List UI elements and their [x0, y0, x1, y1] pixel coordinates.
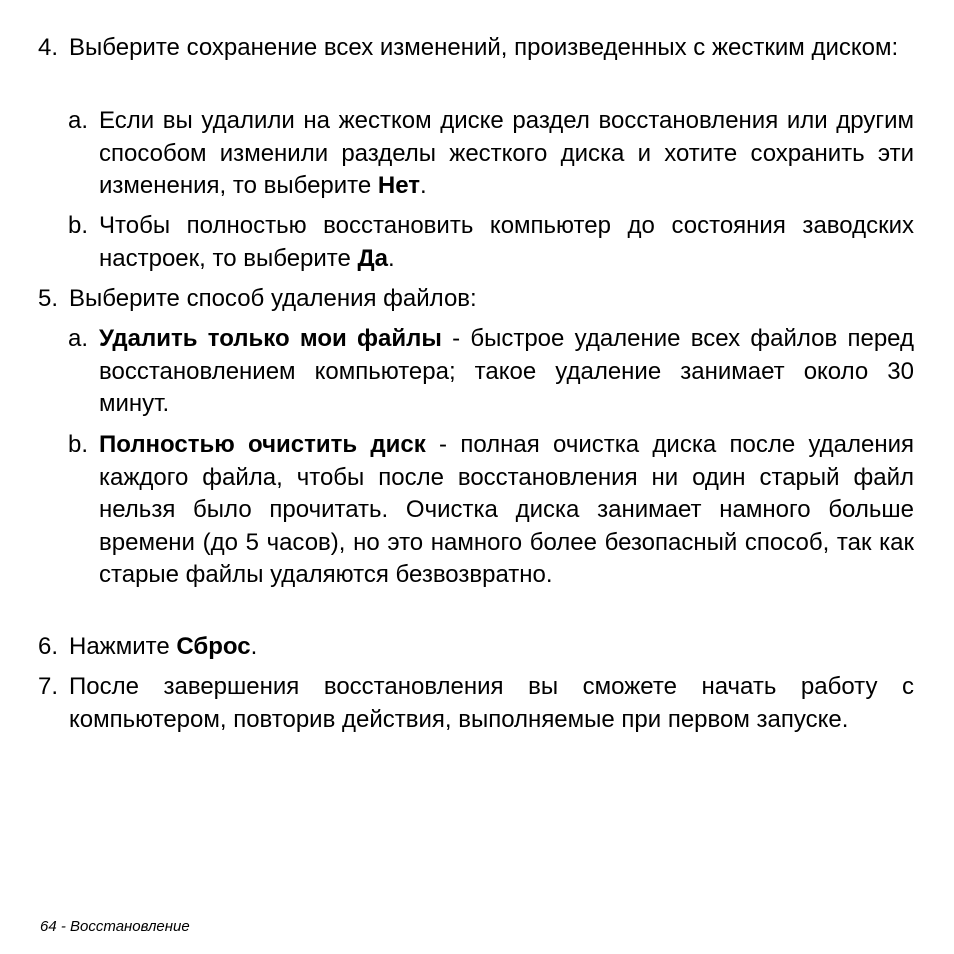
option-yes: Да — [357, 244, 388, 272]
step-5a — [68, 323, 914, 421]
step-text: После завершения восстановления вы сможете начать работу с компьютером, повторив действия, выполняемые при первом запуске. — [69, 673, 914, 733]
substep-text: Удалить только мои файлы - быстрое удаление всех файлов перед восстановлением компьютера; такое удаление занимает около 30 минут. — [99, 325, 914, 417]
step-text: Выберите способ удаления файлов: — [69, 285, 477, 312]
step-7 — [38, 671, 914, 736]
step-5b — [68, 429, 914, 592]
step-4b — [68, 210, 914, 275]
step-5 — [38, 283, 914, 316]
option-clean-drive: Полностью очистить диск — [99, 431, 426, 458]
step-number: 7. — [38, 673, 59, 700]
step-text: Нажмите Сброс. — [69, 633, 258, 660]
step-4a — [68, 105, 914, 203]
substep-letter: b. — [68, 431, 89, 458]
substep-letter: a. — [68, 325, 89, 352]
substep-letter: a. — [68, 107, 89, 134]
substep-text: Полностью очистить диск - полная очистка диска после удаления каждого файла, чтобы после восстановления ни один старый файл нельзя было прочитать. Очистка диска занимает намного больше времени (до 5 часов), но это намного более безопасный способ, так как старые файлы удаляются безвозвратно. — [99, 431, 915, 588]
step-number: 4. — [38, 34, 59, 61]
substep-text: Чтобы полностью восстановить компьютер до состояния заводских настроек, то выберите Да. — [99, 212, 914, 272]
step-text: Выберите сохранение всех изменений, произведенных с жестким диском: — [69, 34, 899, 61]
step-6 — [38, 631, 914, 664]
step-4 — [38, 32, 914, 65]
step-number: 5. — [38, 285, 59, 312]
option-remove-files: Удалить только мои файлы — [99, 325, 442, 352]
step-number: 6. — [38, 633, 59, 660]
reset-label: Сброс — [176, 633, 251, 660]
substep-text: Если вы удалили на жестком диске раздел восстановления или другим способом изменили разделы жесткого диска и хотите сохранить эти изменения, то выберите Нет. — [99, 107, 914, 199]
page-footer: 64 - Восстановление — [40, 918, 190, 935]
option-no: Нет — [377, 172, 421, 199]
substep-letter: b. — [68, 212, 89, 239]
